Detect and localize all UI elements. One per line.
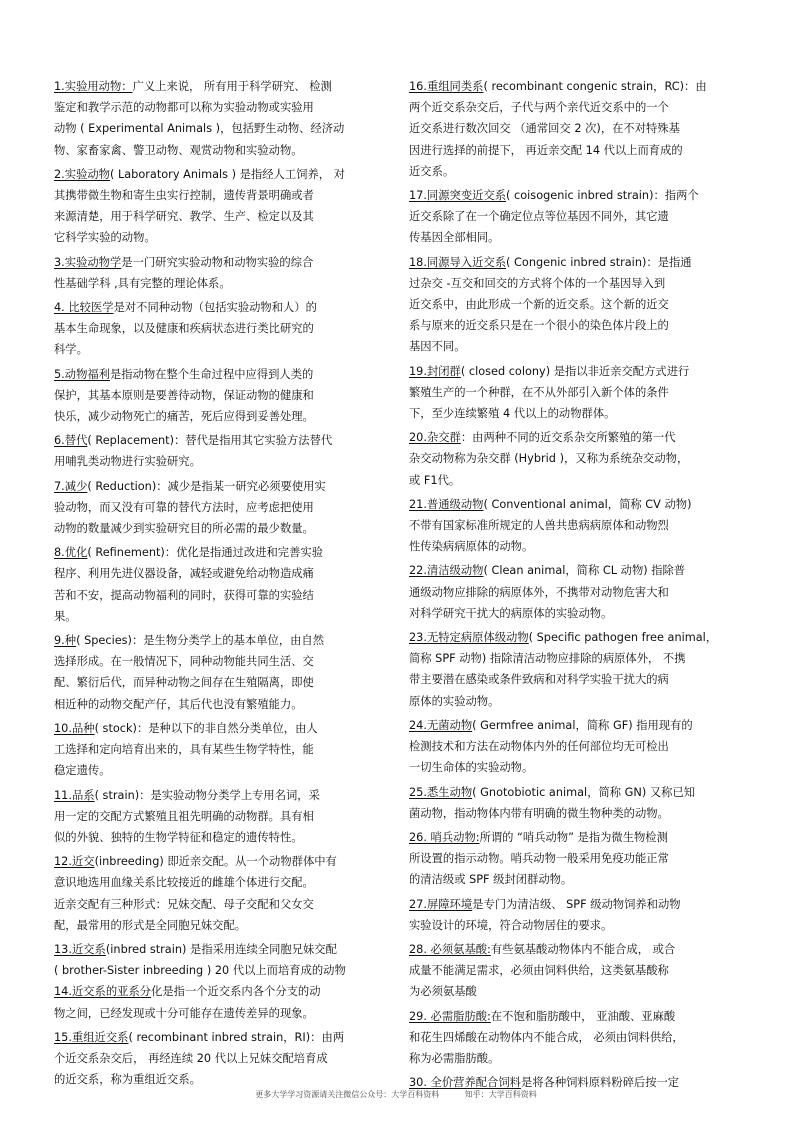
text-line	[54, 273, 380, 294]
definition-text: 验动物，而又没有可靠的替代方法时，应考虑把使用	[54, 500, 314, 514]
definition-text: 在不饱和脂肪酸中， 亚油酸、亚麻酸	[490, 1009, 676, 1023]
text-line	[409, 894, 739, 915]
definition-text: 广义上来说， 所有用于科学研究、 检测	[132, 80, 332, 93]
text-line	[409, 648, 739, 669]
text-line	[409, 273, 739, 294]
definition-text: 科学。	[54, 343, 88, 357]
definition-text: ( Conventional animal，简称 CV 动物)	[483, 497, 692, 511]
definition-entry	[54, 851, 380, 936]
definition-text: 物之间，已经发现或十分可能存在遗传差异的现象。	[54, 1006, 314, 1020]
definition-text: 是将各种饲料原料粉碎后按一定	[520, 1076, 680, 1090]
definition-entry	[409, 827, 739, 891]
text-line	[409, 1006, 739, 1027]
definition-entry	[409, 894, 739, 936]
definition-text: 是指动物在整个生命过程中应得到人类的	[109, 367, 314, 381]
term-label: 22.清洁级动物	[409, 564, 484, 578]
text-line	[54, 227, 380, 248]
definition-text: 个近交系杂交后， 再经连续 20 代以上兄妹交配培育成	[54, 1051, 328, 1065]
definition-text: 是一门研究实验动物和动物实验的综合	[121, 255, 314, 269]
definition-text: ( Congenic inbred strain)：是指通	[506, 255, 692, 269]
definition-text: 过杂交 -互交和回交的方式将个体的一个基因导入到	[409, 276, 666, 290]
term-label: 29. 必需脂肪酸:	[409, 1009, 491, 1023]
definition-entry	[54, 630, 380, 715]
text-line	[54, 1027, 380, 1048]
text-line	[409, 803, 739, 824]
definition-entry	[54, 1027, 380, 1091]
definition-text: ( Gnotobiotic animal，简称 GN) 又称已知	[472, 785, 696, 799]
definition-text: 保护，其基本原则是要善待动物，保证动物的健康和	[54, 388, 314, 402]
text-line	[54, 960, 380, 981]
term-label: 20.杂交群	[409, 431, 461, 445]
text-line	[54, 694, 380, 715]
definition-text: 苦和不安，提高动物福利的同时，获得可靠的实验结	[54, 588, 314, 602]
term-label: 1.实验用动物：	[54, 80, 133, 93]
text-line	[54, 518, 380, 539]
text-line	[54, 164, 380, 185]
text-line	[54, 76, 380, 97]
definition-text: 通级动物应排除的病原体外，不携带对动物危害大和	[409, 585, 669, 599]
text-line	[409, 118, 739, 139]
text-line	[409, 757, 739, 778]
definition-text: ( closed colony) 是指以非近亲交配方式进行	[460, 364, 690, 378]
definition-text: 它科学实验的动物。	[54, 231, 156, 245]
definition-text: 意识地选用血缘关系比较接近的雌雄个体进行交配。	[54, 876, 314, 890]
definition-text: 繁殖生产的一个种群，在不从外部引入新个体的条件	[409, 385, 669, 399]
text-line	[54, 364, 380, 385]
definition-text: (inbreeding) 即近亲交配。从一个动物群体中有	[94, 855, 337, 869]
text-line	[409, 515, 739, 536]
definition-text: 因进行选择的前提下， 再近亲交配 14 代以上而育成的	[409, 143, 683, 157]
definition-text: 杂交动物称为杂交群 (Hybrid )，又称为系统杂交动物，	[409, 452, 689, 466]
text-line	[54, 118, 380, 139]
definition-text: 或 F1代。	[409, 473, 461, 487]
definition-text: 两个近交系杂交后，子代与两个亲代近交系中的一个	[409, 101, 669, 115]
text-line	[54, 939, 380, 960]
term-label: 16.重组同类系	[409, 80, 484, 93]
text-line	[409, 76, 739, 97]
definition-text: 所谓的 “哨兵动物” 是指为微生物检测	[479, 830, 668, 844]
text-line	[409, 403, 739, 424]
definition-text: ( Clean animal，简称 CL 动物) 指除普	[483, 564, 686, 578]
text-line	[54, 585, 380, 606]
definition-entry	[54, 718, 380, 782]
text-line	[409, 470, 739, 491]
text-line	[54, 806, 380, 827]
text-line	[409, 494, 739, 515]
term-label: 10.品种	[54, 721, 95, 735]
text-line	[409, 582, 739, 603]
text-line	[54, 252, 380, 273]
definition-text: 下，至少连续繁殖 4 代以上的动物群体。	[409, 407, 616, 421]
definition-text: ( recombinant congenic strain，RC)：由	[483, 80, 707, 93]
term-label: 8.优化	[54, 546, 88, 560]
text-line	[409, 827, 739, 848]
text-line	[54, 739, 380, 760]
text-line	[54, 185, 380, 206]
text-line	[54, 476, 380, 497]
text-line	[54, 97, 380, 118]
text-line	[409, 960, 739, 981]
text-line	[54, 851, 380, 872]
definition-text: ( Replacement)：替代是指用其它实验方法替代	[87, 434, 333, 448]
text-line	[54, 1048, 380, 1069]
text-line	[54, 630, 380, 651]
definition-entry	[409, 427, 739, 491]
definition-text: ( Germfree animal，简称 GF) 指用现有的	[472, 718, 693, 732]
definition-text: 配、繁衍后代，而异种动物之间存在生殖隔离，即使	[54, 676, 314, 690]
text-line	[54, 206, 380, 227]
text-line	[54, 827, 380, 848]
term-label: 17.同源突变近交系	[409, 189, 507, 203]
definition-text: 其携带微生物和寄生虫实行控制，遗传背景明确或者	[54, 189, 314, 203]
text-line	[54, 1069, 380, 1090]
text-line	[409, 603, 739, 624]
term-label: 13.近交系	[54, 942, 106, 956]
definition-text: 近交系。	[409, 164, 455, 178]
definition-text: 快乐，减少动物死亡的痛苦，死后应得到妥善处理。	[54, 410, 314, 424]
definition-text: ( Refinement)：优化是指通过改进和完善实验	[87, 546, 324, 560]
term-label: 21.普通级动物	[409, 497, 484, 511]
definition-text: ( brother-Sister inbreeding ) 20 代以上而培育成的动物	[54, 964, 346, 978]
definition-text: 来源清楚，用于科学研究、教学、生产、检定以及其	[54, 210, 314, 224]
definition-text: 所设置的指示动物。哨兵动物一般采用免疫功能正常	[409, 852, 669, 866]
term-label: 18.同源导入近交系	[409, 255, 507, 269]
term-label: 27.屏障环境	[409, 897, 473, 911]
term-label: 12.近交	[54, 855, 95, 869]
definition-text: ( Laboratory Animals ) 是指经人工饲养， 对	[109, 167, 345, 181]
text-line	[54, 497, 380, 518]
text-line	[54, 760, 380, 781]
text-line	[409, 97, 739, 118]
definition-text: 性传染病病原体的动物。	[409, 540, 534, 554]
term-label: 23.无特定病原体级动物	[409, 631, 529, 645]
definition-entry	[54, 364, 380, 428]
page-footer: 更多大学学习资源请关注微信公众号：大学百科资料 知乎：大学百科资料	[255, 1090, 537, 1099]
definition-text: ：由两种不同的近交系杂交所繁殖的第一代	[460, 431, 676, 445]
term-label: 3.实验动物学	[54, 255, 122, 269]
text-line	[54, 542, 380, 563]
text-line	[409, 915, 739, 936]
text-line	[54, 1003, 380, 1024]
definition-entry	[54, 164, 380, 249]
text-line	[409, 869, 739, 890]
definition-text: 对科学研究干扰大的病原体的实验动物。	[409, 606, 613, 620]
definition-entry	[409, 782, 739, 824]
definition-text: ( strain)：是实验动物分类学上专用名词，采	[94, 788, 320, 802]
text-line	[54, 297, 380, 318]
definition-text: 基因不同。	[409, 340, 466, 354]
definition-text: 动物 ( Experimental Animals )，包括野生动物、经济动	[54, 122, 345, 136]
definition-text: 近亲交配有三种形式：兄妹交配、母子交配和父女交	[54, 897, 314, 911]
text-line	[409, 161, 739, 182]
definition-text: ( Species)：是生物分类学上的基本单位，由自然	[76, 634, 325, 648]
text-line	[409, 448, 739, 469]
term-label: 5.动物福利	[54, 367, 110, 381]
text-line	[54, 318, 380, 339]
text-line	[409, 669, 739, 690]
definition-text: 化是指一个近交系内各个分支的动	[151, 985, 321, 999]
definition-text: 不带有国家标准所规定的人兽共患病病原体和动物烈	[409, 519, 669, 533]
definition-entry	[54, 542, 380, 627]
definition-text: 传基因全部相同。	[409, 231, 500, 245]
text-line	[409, 1048, 739, 1069]
text-line	[409, 294, 739, 315]
definition-entry	[409, 252, 739, 358]
term-label: 25.悉生动物	[409, 785, 473, 799]
text-line	[54, 915, 380, 936]
text-line	[409, 848, 739, 869]
definition-entry	[54, 76, 380, 161]
definition-entry	[409, 715, 739, 779]
definition-text: 选择形成。在一般情况下，同种动物能共同生活、交	[54, 655, 314, 669]
definition-text: 相近种的动物交配产仔，其后代也没有繁殖能力。	[54, 697, 303, 711]
text-line	[54, 894, 380, 915]
definition-text: 近交系进行数次回交 （通常回交 2 次)，在不对特殊基	[409, 122, 680, 136]
text-line	[409, 382, 739, 403]
definition-text: 工选择和定向培育出来的，具有某些生物学特性，能	[54, 743, 314, 757]
definition-text: 用哺乳类动物进行实验研究。	[54, 455, 201, 469]
term-label: 6.替代	[54, 434, 88, 448]
definition-entry	[409, 1006, 739, 1070]
definition-text: 的近交系，称为重组近交系。	[54, 1073, 201, 1087]
definition-text: ( stock)：是种以下的非自然分类单位，由人	[94, 721, 318, 735]
text-line	[409, 252, 739, 273]
definition-text: 原体的实验动物。	[409, 694, 500, 708]
text-line	[54, 651, 380, 672]
text-line	[409, 361, 739, 382]
text-line	[54, 430, 380, 451]
definition-text: 似的外貌、独特的生物学特征和稳定的遗传特性。	[54, 830, 303, 844]
text-line	[409, 736, 739, 757]
text-line	[54, 563, 380, 584]
definition-text: 简称 SPF 动物) 指除清洁动物应排除的病原体外， 不携	[409, 652, 686, 666]
term-label: 4. 比较医学	[54, 301, 114, 315]
text-line	[409, 227, 739, 248]
definition-text: 系与原来的近交系只是在一个很小的染色体片段上的	[409, 319, 669, 333]
definition-entry	[54, 430, 380, 472]
text-line	[409, 427, 739, 448]
definition-text: 检测技术和方法在动物体内外的任何部位均无可检出	[409, 740, 669, 754]
definition-text: 动物的数量减少到实验研究目的所必需的最少数量。	[54, 522, 314, 536]
definition-entry	[409, 560, 739, 624]
definition-text: 程序、利用先进仪器设备，减轻或避免给动物造成痛	[54, 567, 314, 581]
text-line	[409, 939, 739, 960]
text-line	[409, 140, 739, 161]
definition-text: 近交系中，由此形成一个新的近交系。这个新的近交	[409, 298, 669, 312]
definition-text: ( recombinant inbred strain，RI)：由两	[128, 1030, 345, 1044]
text-line	[409, 185, 739, 206]
text-line	[409, 981, 739, 1002]
text-line	[54, 785, 380, 806]
definition-entry	[409, 361, 739, 425]
definition-text: 的清洁级或 SPF 级封闭群动物。	[409, 873, 573, 887]
definition-text: 和花生四烯酸在动物体内不能合成， 必须由饲料供给，	[409, 1030, 684, 1044]
definition-entry	[54, 297, 380, 361]
text-line	[54, 140, 380, 161]
definition-text: 是对不同种动物（包括实验动物和人）的	[113, 301, 317, 315]
text-line	[409, 315, 739, 336]
definition-entry	[409, 627, 739, 712]
text-line	[409, 691, 739, 712]
definition-entry	[409, 185, 739, 249]
text-line	[409, 627, 739, 648]
definition-text: 菌动物，指动物体内带有明确的微生物种类的动物。	[409, 806, 669, 820]
definition-text: ( Reduction)：减少是指某一研究必须要使用实	[87, 479, 326, 493]
definition-text: 近交系除了在一个确定位点等位基因不同外，其它遗	[409, 210, 669, 224]
left-column	[54, 76, 380, 1093]
definition-text: ( Specific pathogen free animal，	[528, 631, 718, 645]
text-line	[409, 206, 739, 227]
definition-text: 果。	[54, 609, 77, 623]
definition-text: 性基础学科 ,具有完整的理论体系。	[54, 276, 231, 290]
term-label: 2.实验动物	[54, 167, 110, 181]
text-line	[409, 560, 739, 581]
text-line	[409, 536, 739, 557]
text-line	[54, 872, 380, 893]
text-line	[54, 606, 380, 627]
definition-entry	[409, 939, 739, 1003]
definition-entry	[409, 494, 739, 558]
text-line	[54, 672, 380, 693]
definition-text: 成量不能满足需求，必须由饲料供给，这类氨基酸称	[409, 964, 669, 978]
term-label: 14.近交系的亚系分	[54, 985, 152, 999]
term-label: 9.种	[54, 634, 77, 648]
definition-text: 称为必需脂肪酸。	[409, 1051, 500, 1065]
term-label: 28. 必须氨基酸:	[409, 942, 491, 956]
text-line	[54, 981, 380, 1002]
text-line	[409, 782, 739, 803]
text-line	[54, 451, 380, 472]
term-label: 30. 全价营养配合饲料	[409, 1076, 521, 1090]
definition-text: 是专门为清洁级、 SPF 级动物饲养和动物	[472, 897, 681, 911]
definition-text: 稳定遗传。	[54, 764, 111, 778]
definition-text: 物、家畜家禽、警卫动物、观赏动物和实验动物。	[54, 143, 303, 157]
term-label: 19.封闭群	[409, 364, 461, 378]
definition-text: 一切生命体的实验动物。	[409, 761, 534, 775]
text-line	[409, 715, 739, 736]
term-label: 11.品系	[54, 788, 95, 802]
text-line	[54, 406, 380, 427]
definition-entry	[54, 476, 380, 540]
definition-text: 基本生命现象，以及健康和疾病状态进行类比研究的	[54, 322, 314, 336]
term-label: 26. 哨兵动物:	[409, 830, 480, 844]
right-column	[409, 76, 739, 1096]
text-line	[409, 1027, 739, 1048]
text-line	[409, 336, 739, 357]
definition-entry	[54, 939, 380, 1024]
definition-text: 鉴定和教学示范的动物都可以称为实验动物或实验用	[54, 101, 314, 115]
text-line	[54, 718, 380, 739]
definition-entry	[409, 76, 739, 182]
definition-text: 配，最常用的形式是全同胞兄妹交配。	[54, 918, 247, 932]
text-line	[54, 339, 380, 360]
definition-entry	[54, 785, 380, 849]
definition-text: 实验设计的环境，符合动物居住的要求。	[409, 918, 613, 932]
definition-text: ( coisogenic inbred strain)：指两个	[506, 189, 699, 203]
term-label: 15.重组近交系	[54, 1030, 129, 1044]
definition-text: (inbred strain) 是指采用连续全同胞兄妹交配	[105, 942, 337, 956]
text-line	[54, 385, 380, 406]
definition-text: 用一定的交配方式繁殖且祖先明确的动物群。具有相	[54, 809, 314, 823]
definition-entry	[54, 252, 380, 294]
definition-text: 带主要潜在感染或条件致病和对科学实验干扰大的病	[409, 673, 669, 687]
definition-text: 为必须氨基酸	[409, 985, 477, 999]
term-label: 7.减少	[54, 479, 88, 493]
term-label: 24.无菌动物	[409, 718, 473, 732]
definition-text: 有些氨基酸动物体内不能合成， 或合	[490, 942, 676, 956]
